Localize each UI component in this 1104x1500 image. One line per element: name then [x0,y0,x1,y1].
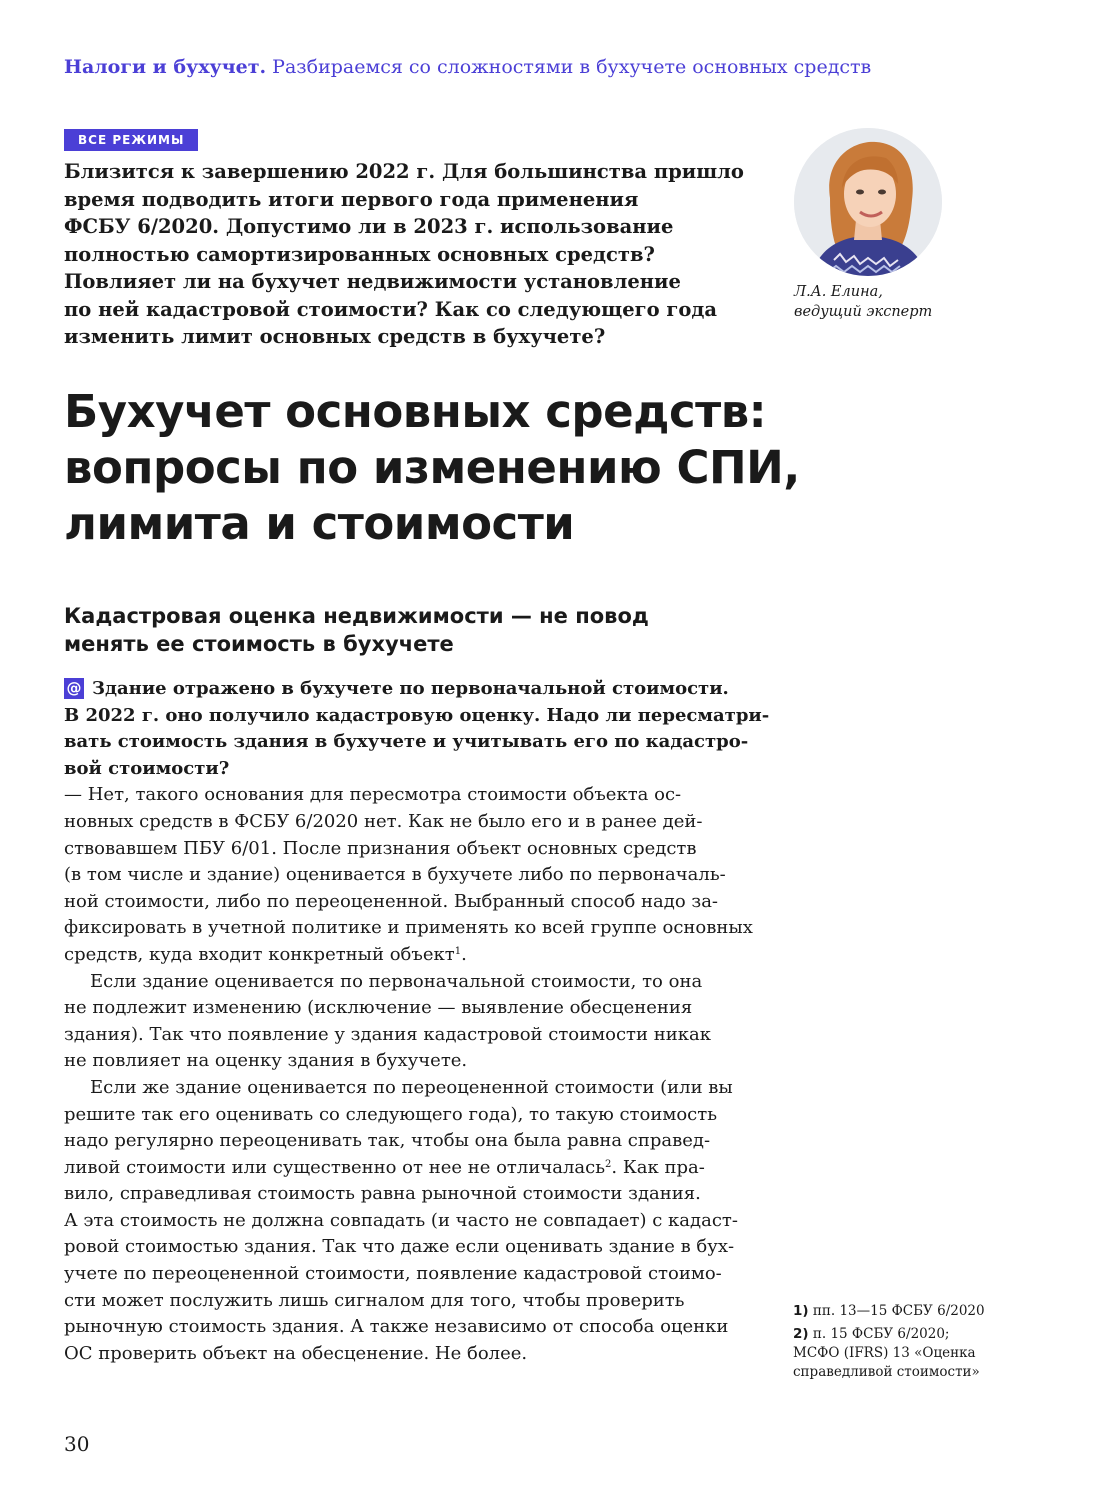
answer-line-text: средств, куда входит конкретный объект [64,943,455,965]
answer-line: — Нет, такого основания для пересмотра стоимости объекта ос- [64,784,682,806]
lead-line: Близится к завершению 2022 г. Для большинства пришло [64,160,744,183]
answer-line: не подлежит изменению (исключение — выявление обесценения [64,997,693,1019]
answer-line: ровой стоимостью здания. Так что даже если оценивать здание в бух- [64,1236,735,1258]
footnote-line [793,1325,1053,1344]
lead-line: ФСБУ 6/2020. Допустимо ли в 2023 г. использование [64,215,674,238]
answer-line: ОС проверить объект на обесценение. Не более. [64,1342,528,1364]
answer-line: (в том числе и здание) оценивается в бухучете либо по первоначаль- [64,864,726,886]
answer-line: Если здание оценивается по первоначальной стоимости, то она [90,970,703,992]
running-head [64,56,871,78]
footnote-1 [793,1302,1053,1321]
answer-line: не повлияет на оценку здания в бухучете. [64,1050,468,1072]
answer-line: Если же здание оценивается по переоцененной стоимости (или вы [90,1076,733,1098]
title-line: лимита и стоимости [64,497,575,550]
footnote-text: пп. 13—15 ФСБУ 6/2020 [812,1303,985,1319]
footnote-ref-1[interactable]: 1 [454,945,462,957]
author-role: ведущий эксперт [794,304,933,320]
question-line: В 2022 г. оно получило кадастровую оценку. Надо ли пересматри- [64,704,770,726]
footnotes [793,1302,1053,1386]
question-line: вать стоимость здания в бухучете и учитывать его по кадастро- [64,731,749,753]
answer-paragraph-3 [64,1075,754,1368]
answer-line: решите так его оценивать со следующего года), то такую стоимость [64,1103,718,1125]
running-head-section: Налоги и бухучет. [64,56,267,78]
running-head-subtitle: Разбираемся со сложностями в бухучете основных средств [272,56,872,78]
answer-line [64,1155,754,1182]
lead-line: изменить лимит основных средств в бухучете? [64,325,606,348]
article-body [64,676,770,1367]
section-heading-line: Кадастровая оценка недвижимости — не повод [64,604,649,628]
footnote-number: 1) [793,1303,809,1319]
answer-line: А эта стоимость не должна совпадать (и часто не совпадает) с кадаст- [64,1209,738,1231]
answer-paragraph-1 [64,782,754,968]
footnote-text: п. 15 ФСБУ 6/2020; [812,1326,950,1342]
footnote-line [793,1302,1053,1321]
answer-line: вило, справедливая стоимость равна рыночной стоимости здания. [64,1183,701,1205]
question-line [64,676,754,703]
author-portrait-image [794,128,942,276]
page-number: 30 [64,1432,90,1456]
footnote-2 [793,1325,1053,1382]
answer-line-end: . [461,943,467,965]
footnote-number: 2) [793,1326,809,1342]
answer-line: новных средств в ФСБУ 6/2020 нет. Как не было его и в ранее дей- [64,810,703,832]
answer-line-text: . Как пра- [611,1156,705,1178]
answer-line: надо регулярно переоценивать так, чтобы она была равна справед- [64,1130,711,1152]
author-name: Л.А. Елина, [794,284,883,300]
author-caption [794,282,932,322]
answer-line: здания). Так что появление у здания кадастровой стоимости никак [64,1023,711,1045]
answer-line: ствовавшем ПБУ 6/01. После признания объект основных средств [64,837,697,859]
footnote-line: МСФО (IFRS) 13 «Оценка [793,1345,976,1361]
lead-line: Повлияет ли на бухучет недвижимости установление [64,270,681,293]
lead-line: время подводить итоги первого года применения [64,187,639,211]
answer-line [64,942,754,969]
answer-line: рыночную стоимость здания. А также независимо от способа оценки [64,1316,729,1338]
question-block [64,676,770,782]
answer-line-text: ливой стоимости или существенно от нее не отличалась [64,1156,605,1178]
answer-line: учете по переоцененной стоимости, появление кадастровой стоимо- [64,1263,722,1285]
title-line: вопросы по изменению СПИ, [64,441,800,494]
answer-paragraph-2 [64,969,754,1075]
section-heading [64,602,764,658]
title-line: Бухучет основных средств: [64,385,767,438]
lead-line: по ней кадастровой стоимости? Как со следующего года [64,297,718,321]
lead-line: полностью самортизированных основных средств? [64,242,655,266]
question-line: вой стоимости? [64,757,230,779]
footnote-ref-2[interactable]: 2 [605,1158,612,1170]
answer-line: ной стоимости, либо по переоцененной. Выбранный способ надо за- [64,890,719,912]
section-heading-line: менять ее стоимость в бухучете [64,632,454,656]
lead-paragraph [64,158,764,351]
answer-line: сти может послужить лишь сигналом для того, чтобы проверить [64,1289,685,1311]
question-line-text: Здание отражено в бухучете по первоначальной стоимости. [92,678,729,699]
article-title [64,384,1044,552]
answer-line: фиксировать в учетной политике и применять ко всей группе основных [64,917,753,939]
footnote-line: справедливой стоимости» [793,1364,980,1380]
tax-regime-badge: ВСЕ РЕЖИМЫ [64,129,198,151]
author-portrait [794,128,942,276]
at-sign-icon: @ [64,678,84,699]
